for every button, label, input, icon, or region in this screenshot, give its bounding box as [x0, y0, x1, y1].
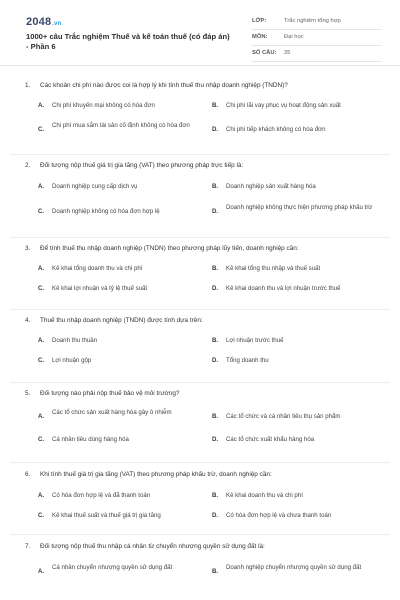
question-text: 4. Thuế thu nhập doanh nghiệp (TNDN) được tính dựa trên: — [25, 317, 203, 324]
meta-label: SỐ CÂU: — [252, 50, 277, 56]
question-text: 7. Đối tượng nộp thuế thu nhập cá nhân từ chuyển nhượng quyền sử dụng đất là: — [25, 543, 265, 550]
meta-label: MÔN: — [252, 34, 268, 40]
document-title: 1000+ câu Trắc nghiệm Thuế và kế toán thuế (có đáp án) - Phần 6 — [26, 32, 230, 51]
logo-main: 2048 — [26, 16, 52, 28]
logo-suffix: .vn — [52, 21, 62, 27]
question-text: 5. Đối tượng nào phải nộp thuế bảo vệ môi trường? — [25, 390, 180, 397]
meta-label: LỚP: — [252, 18, 267, 24]
question-divider — [10, 154, 390, 155]
meta-value: 35 — [284, 50, 291, 56]
meta-row-count — [252, 46, 382, 62]
question-divider — [10, 462, 390, 463]
question-divider — [10, 534, 390, 535]
question-divider — [10, 309, 390, 310]
question-text: 6. Khi tính thuế giá trị gia tăng (VAT) theo phương pháp khấu trừ, doanh nghiệp cần: — [25, 471, 272, 478]
page-header — [0, 0, 400, 66]
document-meta — [252, 14, 382, 62]
site-logo[interactable] — [26, 16, 62, 28]
question-text: 1. Các khoản chi phí nào được coi là hợp lý khi tính thuế thu nhập doanh nghiệp (TNDN)? — [25, 82, 288, 89]
question-text: 2. Đối tượng nộp thuế giá trị gia tăng (VAT) theo phương pháp trực tiếp là: — [25, 162, 244, 169]
meta-row-class — [252, 14, 382, 30]
question-divider — [10, 382, 390, 383]
meta-value: Trắc nghiệm tổng hợp — [284, 18, 341, 24]
meta-value: Đại học — [284, 34, 304, 40]
meta-row-subject — [252, 30, 382, 46]
question-text: 3. Để tính thuế thu nhập doanh nghiệp (TNDN) theo phương pháp lũy tiến, doanh nghiệp cần: — [25, 245, 299, 252]
question-divider — [10, 237, 390, 238]
